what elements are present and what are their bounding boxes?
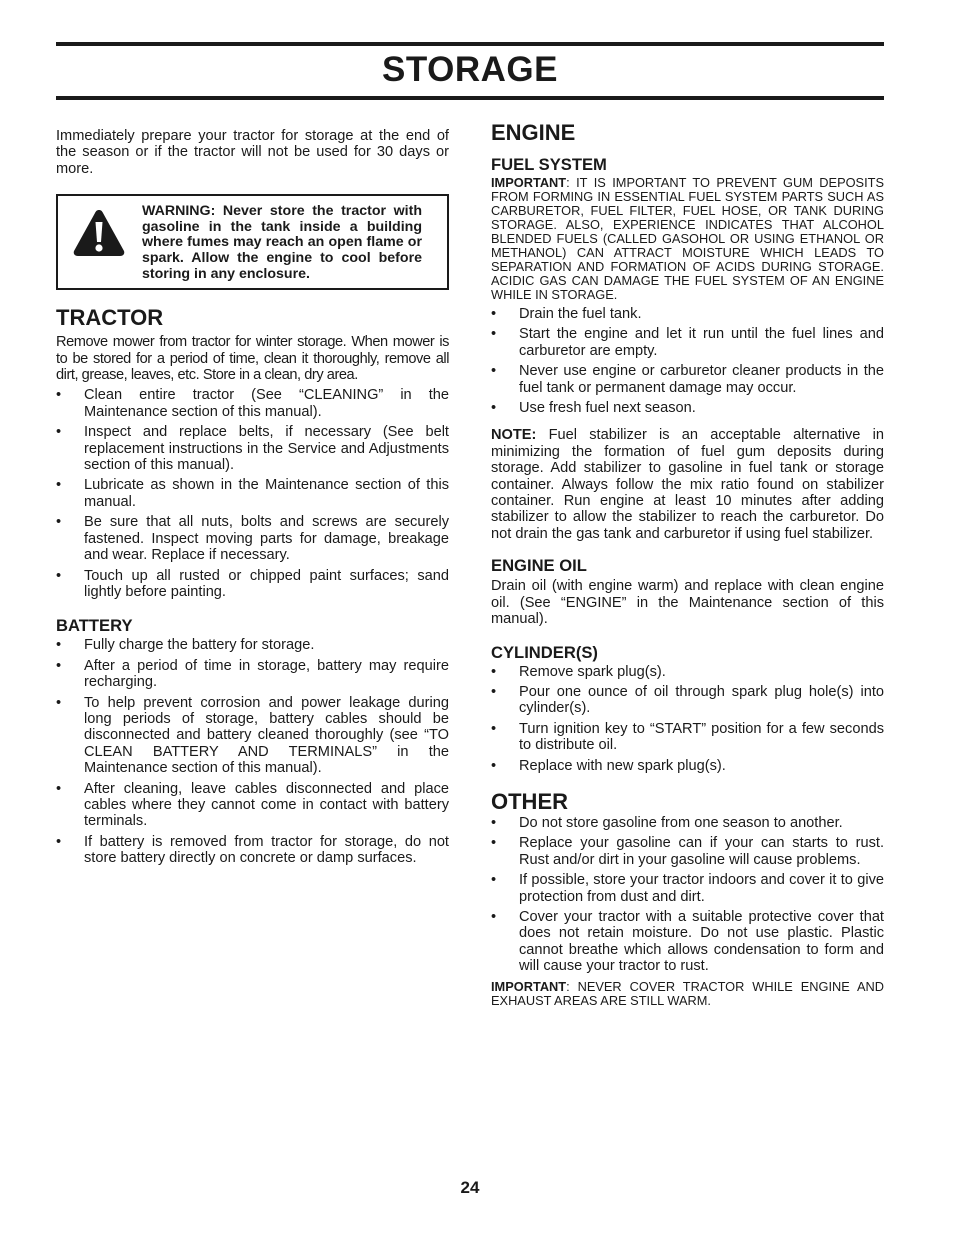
warning-icon	[72, 208, 126, 258]
fuel-note: NOTE: Fuel stabilizer is an acceptable alternative in minimizing the formation of fuel gum deposits during storage. Add stabilizer to gasoline in fuel tank or storage container. Always follow the mix ratio found on stabilizer container. Run engine at least 10 minutes after adding stabilizer to allow the stabilizer to reach the carburetor. Do not drain the gas tank and carburetor if using fuel stabilizer.	[491, 427, 884, 542]
list-item: • Replace your gasoline can if your can starts to rust. Rust and/or dirt in your gasoline will cause problems.	[491, 835, 884, 868]
cylinders-list	[491, 664, 884, 774]
cylinders-heading: CYLINDER(S)	[491, 642, 598, 662]
list-item: • After a period of time in storage, battery may require recharging.	[56, 657, 449, 691]
tractor-heading: TRACTOR	[56, 305, 164, 331]
list-item: • Start the engine and let it run until the fuel lines and carburetor are empty.	[491, 326, 884, 359]
intro-paragraph: Immediately prepare your tractor for storage at the end of the season or if the tractor will not be used for 30 days or more.	[56, 128, 449, 177]
list-item: • Clean entire tractor (See “CLEANING” in the Maintenance section of this manual).	[56, 387, 449, 420]
list-item: • Do not store gasoline from one season to another.	[491, 814, 843, 831]
list-item: • Inspect and replace belts, if necessary (See belt replacement instructions in the Service and Adjustments section of this manual).	[56, 424, 449, 474]
list-item: • Drain the fuel tank.	[491, 306, 642, 322]
tractor-list	[56, 387, 449, 600]
list-item: • Touch up all rusted or chipped paint surfaces; sand lightly before painting.	[56, 567, 449, 600]
engine-heading: ENGINE	[491, 120, 576, 145]
list-item: • Use fresh fuel next season.	[491, 400, 696, 417]
battery-list	[56, 637, 449, 866]
right-column	[491, 120, 884, 1008]
list-item: • Fully charge the battery for storage.	[56, 637, 315, 654]
list-item: • Lubricate as shown in the Maintenance section of this manual.	[56, 477, 449, 510]
engine-oil-heading: ENGINE OIL	[491, 556, 587, 576]
list-item: • Replace with new spark plug(s).	[491, 757, 726, 774]
list-item: • Be sure that all nuts, bolts and screws are securely fastened. Inspect moving parts for damage, breakage and wear. Replace if necessary.	[56, 514, 449, 564]
list-item: • Turn ignition key to “START” position for a few seconds to distribute oil.	[491, 720, 884, 754]
other-heading: OTHER	[491, 788, 568, 814]
left-column	[56, 128, 449, 871]
header-rule-bottom	[56, 96, 884, 100]
list-item: • To help prevent corrosion and power leakage during long periods of storage, battery cables should be disconnected and battery cleaned thoroughly (see “TO CLEAN BATTERY AND TERMINALS” in the Maintenance section of this manual).	[56, 694, 449, 777]
header-rule-top	[56, 42, 884, 46]
list-item: • Cover your tractor with a suitable protective cover that does not retain moisture. Do not use plastic. Plastic cannot breathe which allows condensation to form and will cause your tractor to rust.	[491, 908, 884, 975]
list-item: • If possible, store your tractor indoors and cover it to give protection from dust and dirt.	[491, 872, 884, 905]
page-number: 24	[460, 1178, 480, 1197]
warning-box	[56, 194, 449, 290]
tractor-paragraph: Remove mower from tractor for winter storage. When mower is to be stored for a period of time, clean it thoroughly, remove all dirt, grease, leaves, etc. Store in a clean, dry area.	[56, 334, 449, 384]
list-item: • Remove spark plug(s).	[491, 663, 666, 680]
list-item: • Pour one ounce of oil through spark plug hole(s) into cylinder(s).	[491, 683, 884, 717]
battery-heading: BATTERY	[56, 616, 133, 636]
fuel-system-heading: FUEL SYSTEM	[491, 155, 607, 174]
list-item: • Never use engine or carburetor cleaner products in the fuel tank or permanent damage may occur.	[491, 363, 884, 396]
page-title: STORAGE	[382, 50, 558, 89]
list-item: • If battery is removed from tractor for storage, do not store battery directly on concrete or damp surfaces.	[56, 833, 449, 867]
warning-text: WARNING: Never store the tractor with gasoline in the tank inside a building where fumes may reach an open flame or spark. Allow the engine to cool before storing in any enclosure.	[142, 203, 422, 282]
fuel-list	[491, 306, 884, 416]
list-item: • After cleaning, leave cables disconnected and place cables where they cannot come in contact with battery terminals.	[56, 780, 449, 830]
other-important-notice: IMPORTANT: NEVER COVER TRACTOR WHILE ENGINE AND EXHAUST AREAS ARE STILL WARM.	[491, 978, 884, 1008]
fuel-important-notice: IMPORTANT: IT IS IMPORTANT TO PREVENT GUM DEPOSITS FROM FORMING IN ESSENTIAL FUEL SYSTEM PARTS SUCH AS CARBURETOR, FUEL FILTER, FUEL HOSE, OR TANK DURING STORAGE. ALSO, EXPERIENCE INDICATES THAT ALCOHOL BLENDED FUELS (CALLED GASOHOL OR USING ETHANOL OR METHANOL) CAN ATTRACT MOISTURE WHICH LEADS TO SEPARATION AND FORMATION OF ACIDS DURING STORAGE. ACIDIC GAS CAN DAMAGE THE FUEL SYSTEM OF AN ENGINE WHILE IN STORAGE.	[491, 175, 884, 302]
other-list	[491, 815, 884, 975]
engine-oil-paragraph: Drain oil (with engine warm) and replace with clean engine oil. (See “ENGINE” in the Maintenance section of this manual).	[491, 578, 884, 628]
